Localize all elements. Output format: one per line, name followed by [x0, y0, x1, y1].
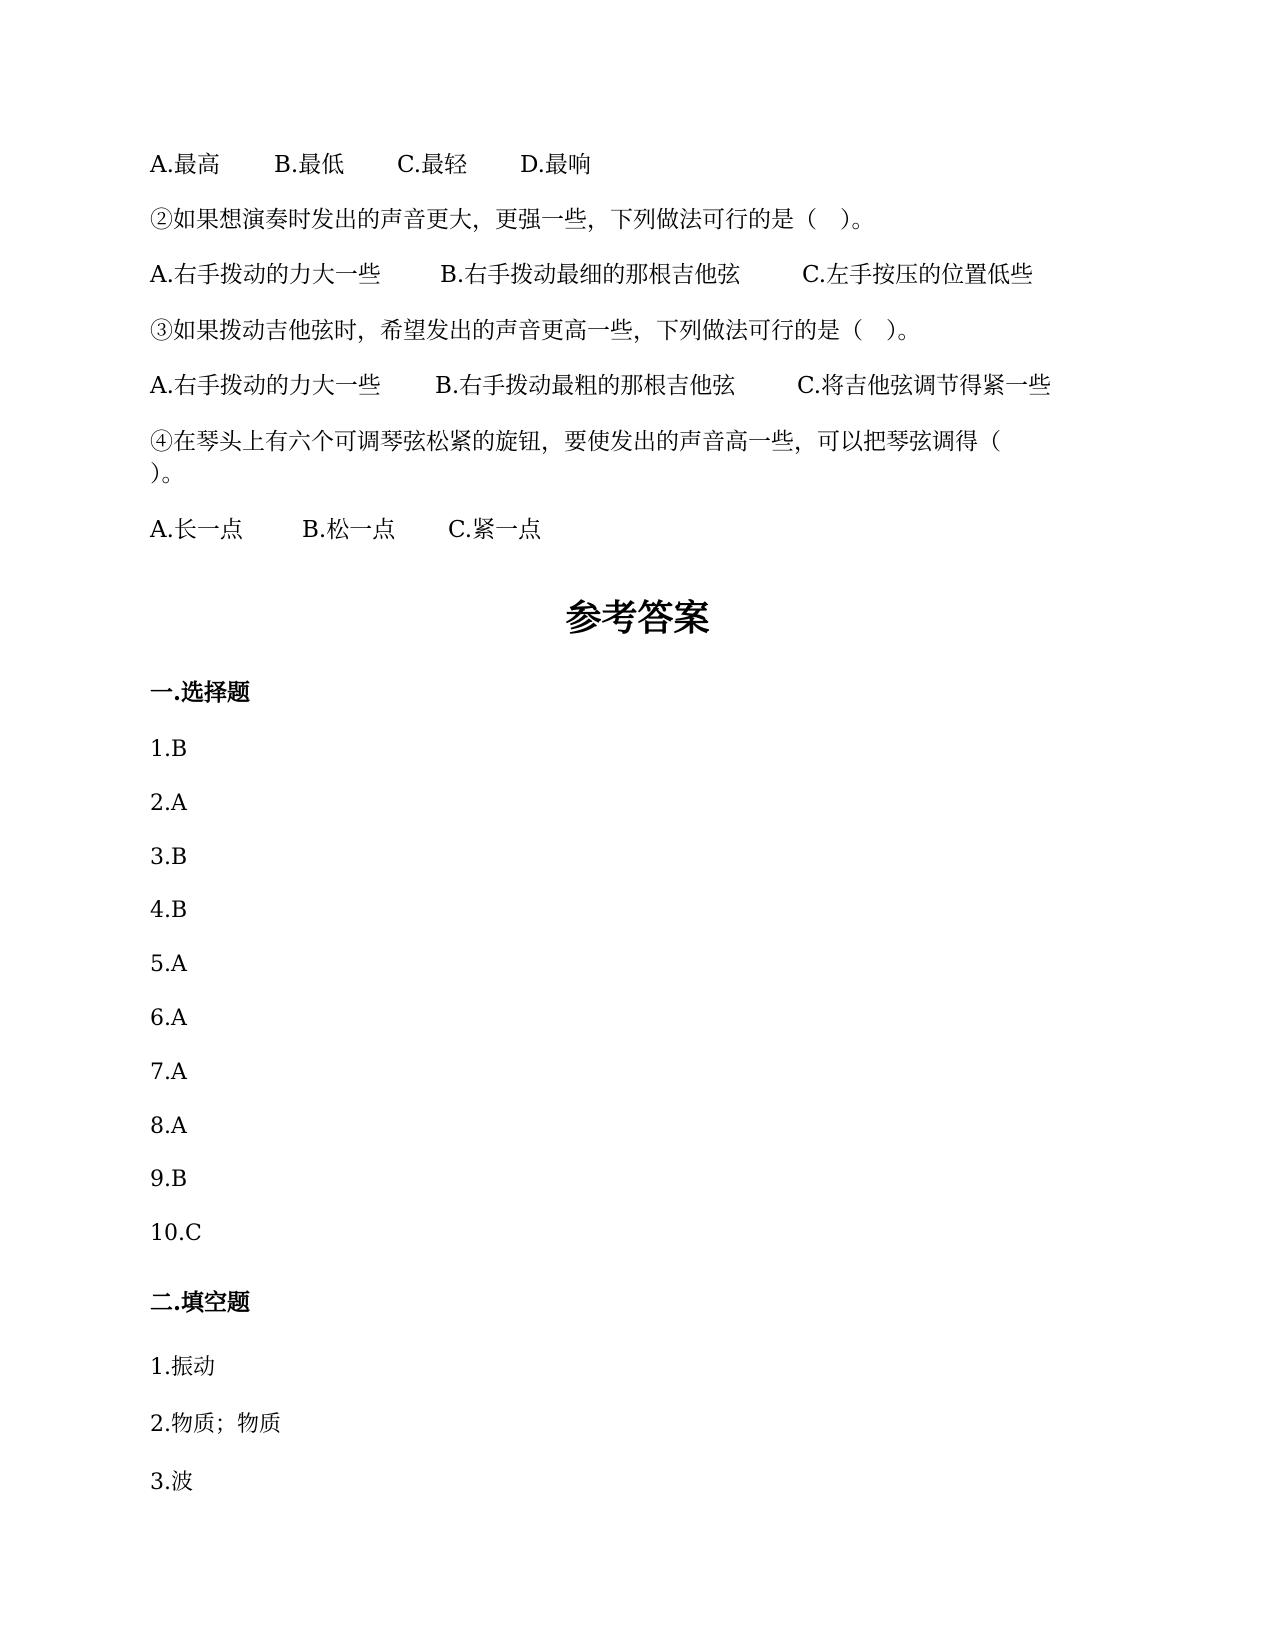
- q2-option-c: C.左手按压的位置低些: [802, 262, 1034, 288]
- section2-heading: 二.填空题: [150, 1289, 251, 1316]
- answer-item: 7.A: [150, 1060, 187, 1085]
- answer-item: 2.A: [150, 791, 187, 816]
- answer-item: 1.B: [150, 737, 188, 762]
- answer-title: 参考答案: [565, 597, 710, 639]
- answer-item: 5.A: [150, 952, 187, 977]
- answer-item: 3.波: [150, 1470, 193, 1495]
- q4-options: [150, 515, 541, 545]
- q1-option-b: B.最低: [274, 152, 345, 178]
- q2-option-b: B.右手拨动最细的那根吉他弦: [440, 262, 741, 288]
- q2-option-a: A.右手拨动的力大一些: [150, 262, 381, 288]
- q4-stem-line1: ④在琴头上有六个可调琴弦松紧的旋钮，要使发出的声音高一些，可以把琴弦调得（: [150, 429, 1001, 455]
- answer-item: 3.B: [150, 845, 188, 870]
- q3-option-c: C.将吉他弦调节得紧一些: [797, 373, 1052, 399]
- answer-item: 4.B: [150, 898, 188, 923]
- answer-item: 9.B: [150, 1167, 188, 1192]
- q3-stem: ③如果拨动吉他弦时，希望发出的声音更高一些，下列做法可行的是（ ）。: [150, 318, 921, 344]
- q1-option-a: A.最高: [150, 152, 220, 178]
- answer-item: 10.C: [150, 1221, 202, 1246]
- q2-options: [150, 260, 1033, 290]
- answer-item: 8.A: [150, 1114, 187, 1139]
- q4-option-c: C.紧一点: [448, 517, 542, 543]
- answer-item: 1.振动: [150, 1355, 215, 1380]
- section1-heading: 一.选择题: [150, 679, 251, 706]
- answer-item: 2.物质；物质: [150, 1412, 281, 1437]
- q3-options: [150, 371, 1051, 401]
- q4-stem-line2: ）。: [150, 461, 185, 487]
- answer-item: 6.A: [150, 1006, 187, 1031]
- q4-option-b: B.松一点: [302, 517, 396, 543]
- q3-option-a: A.右手拨动的力大一些: [150, 373, 381, 399]
- q4-option-a: A.长一点: [150, 517, 243, 543]
- q2-stem: ②如果想演奏时发出的声音更大，更强一些，下列做法可行的是（ ）。: [150, 207, 875, 233]
- q1-option-c: C.最轻: [397, 152, 468, 178]
- q3-option-b: B.右手拨动最粗的那根吉他弦: [435, 373, 736, 399]
- q1-options: [150, 150, 591, 180]
- q1-option-d: D.最响: [520, 152, 591, 178]
